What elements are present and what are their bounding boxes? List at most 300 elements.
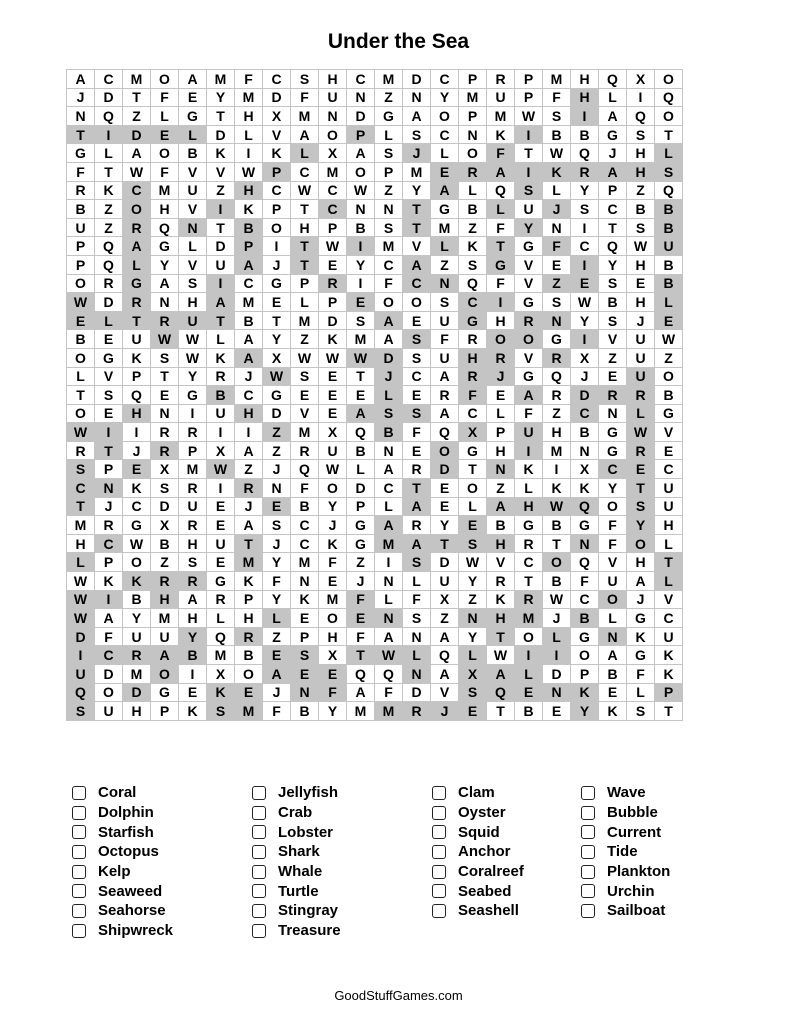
grid-letter-cell: E xyxy=(235,683,263,702)
grid-letter-cell: O xyxy=(655,107,683,126)
grid-letter-cell: G xyxy=(151,237,179,256)
word-checkbox[interactable] xyxy=(72,825,86,839)
grid-letter-cell: Q xyxy=(207,627,235,646)
grid-letter-cell: P xyxy=(95,553,123,572)
grid-letter-cell: U xyxy=(207,534,235,553)
grid-letter-cell: I xyxy=(207,274,235,293)
grid-letter-cell: A xyxy=(235,441,263,460)
grid-letter-cell: M xyxy=(347,330,375,349)
grid-letter-cell: Y xyxy=(319,702,347,721)
grid-letter-cell: N xyxy=(375,200,403,219)
grid-letter-cell: P xyxy=(375,162,403,181)
grid-letter-cell: Q xyxy=(375,665,403,684)
grid-letter-cell: W xyxy=(543,590,571,609)
grid-letter-cell: J xyxy=(543,200,571,219)
word-checkbox[interactable] xyxy=(581,786,595,800)
grid-letter-cell: A xyxy=(403,534,431,553)
grid-letter-cell: C xyxy=(291,162,319,181)
grid-letter-cell: E xyxy=(151,386,179,405)
grid-letter-cell: H xyxy=(235,107,263,126)
grid-letter-cell: W xyxy=(179,348,207,367)
grid-letter-cell: I xyxy=(571,107,599,126)
grid-letter-cell: A xyxy=(375,627,403,646)
word-checkbox[interactable] xyxy=(581,845,595,859)
word-list-item xyxy=(432,901,524,921)
word-checkbox[interactable] xyxy=(432,865,446,879)
grid-letter-cell: I xyxy=(571,255,599,274)
grid-letter-cell: U xyxy=(123,627,151,646)
grid-letter-cell: S xyxy=(599,274,627,293)
grid-letter-cell: Y xyxy=(179,627,207,646)
grid-letter-cell: L xyxy=(459,646,487,665)
grid-letter-cell: G xyxy=(571,516,599,535)
grid-letter-cell: E xyxy=(95,330,123,349)
grid-letter-cell: A xyxy=(403,107,431,126)
grid-letter-cell: L xyxy=(655,144,683,163)
grid-letter-cell: S xyxy=(403,348,431,367)
grid-letter-cell: Q xyxy=(347,665,375,684)
word-checkbox[interactable] xyxy=(432,845,446,859)
word-checkbox[interactable] xyxy=(252,786,266,800)
grid-letter-cell: H xyxy=(235,404,263,423)
word-checkbox[interactable] xyxy=(72,904,86,918)
grid-letter-cell: M xyxy=(291,107,319,126)
grid-letter-cell: H xyxy=(627,255,655,274)
grid-letter-cell: M xyxy=(291,423,319,442)
grid-letter-cell: W xyxy=(235,162,263,181)
footer-site: GoodStuffGames.com xyxy=(334,988,463,1003)
grid-letter-cell: D xyxy=(95,665,123,684)
grid-letter-cell: K xyxy=(235,572,263,591)
grid-letter-cell: Z xyxy=(655,348,683,367)
grid-letter-cell: B xyxy=(347,441,375,460)
grid-letter-cell: V xyxy=(599,553,627,572)
grid-letter-cell: N xyxy=(291,683,319,702)
grid-letter-cell: E xyxy=(655,311,683,330)
grid-letter-cell: M xyxy=(235,553,263,572)
grid-letter-cell: Q xyxy=(95,107,123,126)
grid-letter-cell: U xyxy=(599,572,627,591)
grid-letter-cell: M xyxy=(375,70,403,89)
grid-letter-cell: Y xyxy=(151,255,179,274)
grid-letter-cell: G xyxy=(515,367,543,386)
grid-letter-cell: B xyxy=(347,218,375,237)
grid-letter-cell: D xyxy=(431,460,459,479)
grid-row xyxy=(67,423,683,442)
grid-letter-cell: W xyxy=(207,460,235,479)
word-label: Shipwreck xyxy=(98,922,174,940)
grid-letter-cell: K xyxy=(627,627,655,646)
grid-letter-cell: I xyxy=(543,646,571,665)
grid-row xyxy=(67,646,683,665)
grid-row xyxy=(67,311,683,330)
grid-letter-cell: Y xyxy=(515,218,543,237)
grid-letter-cell: D xyxy=(431,553,459,572)
word-checkbox[interactable] xyxy=(72,884,86,898)
grid-letter-cell: J xyxy=(627,311,655,330)
grid-letter-cell: C xyxy=(375,255,403,274)
grid-letter-cell: T xyxy=(207,107,235,126)
grid-letter-cell: D xyxy=(403,70,431,89)
grid-letter-cell: E xyxy=(151,125,179,144)
grid-letter-cell: B xyxy=(543,572,571,591)
word-checkbox[interactable] xyxy=(72,786,86,800)
word-checkbox[interactable] xyxy=(252,884,266,898)
word-checkbox[interactable] xyxy=(432,904,446,918)
grid-letter-cell: S xyxy=(95,386,123,405)
grid-row xyxy=(67,237,683,256)
grid-letter-cell: B xyxy=(655,218,683,237)
grid-letter-cell: V xyxy=(179,200,207,219)
grid-letter-cell: V xyxy=(431,683,459,702)
word-list-item xyxy=(252,783,341,803)
grid-letter-cell: W xyxy=(487,646,515,665)
grid-letter-cell: H xyxy=(151,590,179,609)
grid-letter-cell: V xyxy=(655,423,683,442)
grid-letter-cell: Y xyxy=(319,497,347,516)
grid-letter-cell: B xyxy=(67,330,95,349)
grid-letter-cell: T xyxy=(123,88,151,107)
grid-letter-cell: E xyxy=(123,460,151,479)
grid-letter-cell: J xyxy=(375,367,403,386)
word-checkbox[interactable] xyxy=(72,806,86,820)
grid-letter-cell: G xyxy=(599,125,627,144)
word-list-item xyxy=(581,822,670,842)
grid-letter-cell: H xyxy=(459,348,487,367)
grid-letter-cell: U xyxy=(319,441,347,460)
grid-letter-cell: Q xyxy=(571,553,599,572)
word-checkbox[interactable] xyxy=(581,865,595,879)
grid-letter-cell: B xyxy=(179,646,207,665)
grid-letter-cell: S xyxy=(543,107,571,126)
word-checkbox[interactable] xyxy=(252,865,266,879)
grid-letter-cell: S xyxy=(627,218,655,237)
grid-letter-cell: P xyxy=(347,125,375,144)
grid-letter-cell: E xyxy=(599,367,627,386)
grid-letter-cell: R xyxy=(459,367,487,386)
grid-letter-cell: U xyxy=(627,330,655,349)
grid-letter-cell: I xyxy=(235,423,263,442)
grid-letter-cell: O xyxy=(459,479,487,498)
grid-letter-cell: S xyxy=(627,125,655,144)
grid-letter-cell: L xyxy=(207,330,235,349)
grid-letter-cell: J xyxy=(235,497,263,516)
grid-letter-cell: Q xyxy=(487,181,515,200)
grid-letter-cell: R xyxy=(179,572,207,591)
grid-row xyxy=(67,386,683,405)
grid-letter-cell: Q xyxy=(123,386,151,405)
grid-letter-cell: H xyxy=(487,311,515,330)
grid-row xyxy=(67,88,683,107)
word-list-item xyxy=(72,842,173,862)
grid-letter-cell: Y xyxy=(403,181,431,200)
grid-letter-cell: Z xyxy=(375,181,403,200)
grid-row xyxy=(67,162,683,181)
grid-letter-cell: D xyxy=(151,497,179,516)
word-label: Seabed xyxy=(458,882,512,900)
grid-letter-cell: R xyxy=(207,590,235,609)
grid-letter-cell: B xyxy=(291,497,319,516)
grid-letter-cell: Y xyxy=(123,609,151,628)
grid-letter-cell: W xyxy=(347,181,375,200)
grid-letter-cell: K xyxy=(543,162,571,181)
word-checkbox[interactable] xyxy=(252,845,266,859)
grid-letter-cell: T xyxy=(67,125,95,144)
grid-letter-cell: F xyxy=(347,590,375,609)
grid-letter-cell: Y xyxy=(263,590,291,609)
grid-letter-cell: D xyxy=(263,88,291,107)
word-checkbox[interactable] xyxy=(72,865,86,879)
grid-letter-cell: R xyxy=(487,348,515,367)
grid-letter-cell: F xyxy=(403,423,431,442)
grid-letter-cell: C xyxy=(291,516,319,535)
word-checkbox[interactable] xyxy=(432,825,446,839)
grid-letter-cell: N xyxy=(151,293,179,312)
grid-letter-cell: N xyxy=(67,107,95,126)
grid-letter-cell: C xyxy=(459,293,487,312)
grid-letter-cell: T xyxy=(347,367,375,386)
grid-letter-cell: L xyxy=(291,293,319,312)
grid-letter-cell: T xyxy=(403,200,431,219)
grid-letter-cell: L xyxy=(431,237,459,256)
grid-letter-cell: J xyxy=(319,516,347,535)
grid-letter-cell: I xyxy=(515,125,543,144)
grid-letter-cell: Z xyxy=(431,609,459,628)
grid-letter-cell: R xyxy=(431,386,459,405)
grid-letter-cell: U xyxy=(627,348,655,367)
grid-letter-cell: A xyxy=(375,460,403,479)
grid-letter-cell: Z xyxy=(263,423,291,442)
grid-letter-cell: K xyxy=(655,665,683,684)
grid-letter-cell: T xyxy=(95,441,123,460)
grid-letter-cell: F xyxy=(487,218,515,237)
word-checkbox[interactable] xyxy=(252,904,266,918)
grid-letter-cell: R xyxy=(627,441,655,460)
grid-letter-cell: A xyxy=(67,70,95,89)
grid-letter-cell: A xyxy=(431,665,459,684)
grid-letter-cell: W xyxy=(543,497,571,516)
word-list-column-1 xyxy=(72,783,173,941)
grid-letter-cell: D xyxy=(67,627,95,646)
grid-letter-cell: M xyxy=(487,107,515,126)
grid-letter-cell: L xyxy=(515,665,543,684)
word-list-item xyxy=(252,803,341,823)
grid-letter-cell: I xyxy=(515,646,543,665)
grid-letter-cell: R xyxy=(95,274,123,293)
grid-letter-cell: R xyxy=(319,274,347,293)
grid-letter-cell: R xyxy=(403,460,431,479)
word-label: Bubble xyxy=(607,804,658,822)
grid-letter-cell: E xyxy=(459,516,487,535)
grid-letter-cell: H xyxy=(291,218,319,237)
word-list-item xyxy=(432,881,524,901)
grid-letter-cell: A xyxy=(235,348,263,367)
grid-letter-cell: T xyxy=(95,162,123,181)
grid-letter-cell: N xyxy=(543,683,571,702)
grid-letter-cell: J xyxy=(627,590,655,609)
grid-letter-cell: B xyxy=(543,516,571,535)
grid-letter-cell: M xyxy=(403,162,431,181)
grid-letter-cell: E xyxy=(207,497,235,516)
grid-letter-cell: W xyxy=(627,423,655,442)
word-list-item xyxy=(581,783,670,803)
grid-letter-cell: X xyxy=(627,70,655,89)
grid-letter-cell: W xyxy=(123,162,151,181)
grid-letter-cell: E xyxy=(627,460,655,479)
grid-letter-cell: Y xyxy=(571,181,599,200)
word-checkbox[interactable] xyxy=(432,786,446,800)
grid-letter-cell: C xyxy=(95,646,123,665)
grid-letter-cell: M xyxy=(375,237,403,256)
grid-letter-cell: H xyxy=(627,553,655,572)
grid-letter-cell: S xyxy=(291,646,319,665)
word-checkbox[interactable] xyxy=(72,845,86,859)
grid-letter-cell: U xyxy=(655,237,683,256)
grid-letter-cell: S xyxy=(403,553,431,572)
grid-letter-cell: F xyxy=(263,572,291,591)
word-checkbox[interactable] xyxy=(72,924,86,938)
word-label: Coral xyxy=(98,784,137,802)
grid-letter-cell: H xyxy=(627,162,655,181)
grid-letter-cell: C xyxy=(599,200,627,219)
grid-letter-cell: E xyxy=(319,572,347,591)
grid-letter-cell: I xyxy=(207,200,235,219)
grid-letter-cell: W xyxy=(263,367,291,386)
word-list-item xyxy=(252,881,341,901)
word-checkbox[interactable] xyxy=(432,806,446,820)
grid-letter-cell: C xyxy=(571,404,599,423)
grid-letter-cell: Q xyxy=(95,255,123,274)
word-list-item xyxy=(72,881,173,901)
grid-letter-cell: J xyxy=(123,441,151,460)
word-label: Whale xyxy=(278,863,323,881)
grid-letter-cell: U xyxy=(151,627,179,646)
grid-letter-cell: N xyxy=(431,274,459,293)
grid-letter-cell: C xyxy=(431,70,459,89)
grid-letter-cell: D xyxy=(123,125,151,144)
grid-letter-cell: Q xyxy=(487,683,515,702)
grid-letter-cell: L xyxy=(403,572,431,591)
grid-letter-cell: B xyxy=(655,274,683,293)
grid-letter-cell: W xyxy=(291,181,319,200)
grid-letter-cell: O xyxy=(151,144,179,163)
grid-letter-cell: C xyxy=(67,479,95,498)
grid-letter-cell: P xyxy=(151,702,179,721)
word-checkbox[interactable] xyxy=(252,806,266,820)
grid-letter-cell: H xyxy=(571,88,599,107)
grid-letter-cell: A xyxy=(291,125,319,144)
grid-letter-cell: U xyxy=(431,572,459,591)
grid-letter-cell: L xyxy=(375,497,403,516)
grid-row xyxy=(67,293,683,312)
grid-letter-cell: P xyxy=(459,70,487,89)
grid-letter-cell: X xyxy=(151,460,179,479)
word-list-item xyxy=(581,842,670,862)
grid-letter-cell: D xyxy=(263,404,291,423)
grid-letter-cell: F xyxy=(459,386,487,405)
word-checkbox[interactable] xyxy=(432,884,446,898)
grid-letter-cell: J xyxy=(235,367,263,386)
grid-letter-cell: Z xyxy=(207,181,235,200)
grid-row xyxy=(67,274,683,293)
grid-letter-cell: G xyxy=(67,144,95,163)
grid-letter-cell: L xyxy=(627,683,655,702)
grid-row xyxy=(67,200,683,219)
word-checkbox[interactable] xyxy=(252,825,266,839)
grid-letter-cell: P xyxy=(487,423,515,442)
grid-letter-cell: U xyxy=(95,702,123,721)
grid-letter-cell: G xyxy=(543,330,571,349)
grid-letter-cell: O xyxy=(571,646,599,665)
grid-letter-cell: D xyxy=(95,293,123,312)
grid-letter-cell: T xyxy=(487,702,515,721)
grid-letter-cell: O xyxy=(151,665,179,684)
word-label: Plankton xyxy=(607,863,671,881)
grid-letter-cell: N xyxy=(599,404,627,423)
grid-letter-cell: L xyxy=(655,534,683,553)
grid-row xyxy=(67,255,683,274)
grid-letter-cell: G xyxy=(375,107,403,126)
grid-letter-cell: I xyxy=(95,590,123,609)
grid-letter-cell: U xyxy=(179,181,207,200)
grid-letter-cell: N xyxy=(347,200,375,219)
grid-letter-cell: B xyxy=(599,293,627,312)
grid-letter-cell: D xyxy=(403,683,431,702)
word-checkbox[interactable] xyxy=(581,904,595,918)
grid-letter-cell: S xyxy=(151,479,179,498)
grid-row xyxy=(67,627,683,646)
grid-letter-cell: G xyxy=(151,683,179,702)
grid-letter-cell: H xyxy=(123,702,151,721)
grid-row xyxy=(67,441,683,460)
grid-letter-cell: C xyxy=(263,70,291,89)
grid-letter-cell: M xyxy=(375,702,403,721)
grid-letter-cell: P xyxy=(123,367,151,386)
grid-letter-cell: T xyxy=(655,553,683,572)
grid-letter-cell: L xyxy=(543,627,571,646)
grid-letter-cell: G xyxy=(599,441,627,460)
grid-letter-cell: E xyxy=(459,702,487,721)
grid-letter-cell: S xyxy=(543,293,571,312)
word-checkbox[interactable] xyxy=(581,825,595,839)
grid-letter-cell: I xyxy=(235,144,263,163)
grid-letter-cell: O xyxy=(431,441,459,460)
grid-letter-cell: Q xyxy=(67,683,95,702)
grid-letter-cell: R xyxy=(151,441,179,460)
word-checkbox[interactable] xyxy=(581,884,595,898)
grid-letter-cell: O xyxy=(627,534,655,553)
grid-letter-cell: C xyxy=(515,553,543,572)
grid-letter-cell: L xyxy=(515,479,543,498)
grid-letter-cell: M xyxy=(515,609,543,628)
word-checkbox[interactable] xyxy=(252,924,266,938)
grid-letter-cell: O xyxy=(67,348,95,367)
grid-letter-cell: N xyxy=(571,441,599,460)
grid-letter-cell: A xyxy=(347,144,375,163)
grid-letter-cell: F xyxy=(487,144,515,163)
grid-letter-cell: L xyxy=(655,572,683,591)
grid-letter-cell: H xyxy=(487,441,515,460)
grid-letter-cell: O xyxy=(67,404,95,423)
grid-letter-cell: T xyxy=(599,218,627,237)
grid-letter-cell: Y xyxy=(599,479,627,498)
word-checkbox[interactable] xyxy=(581,806,595,820)
grid-letter-cell: I xyxy=(515,162,543,181)
grid-letter-cell: B xyxy=(459,200,487,219)
grid-letter-cell: R xyxy=(123,646,151,665)
grid-letter-cell: O xyxy=(403,293,431,312)
grid-letter-cell: F xyxy=(543,88,571,107)
